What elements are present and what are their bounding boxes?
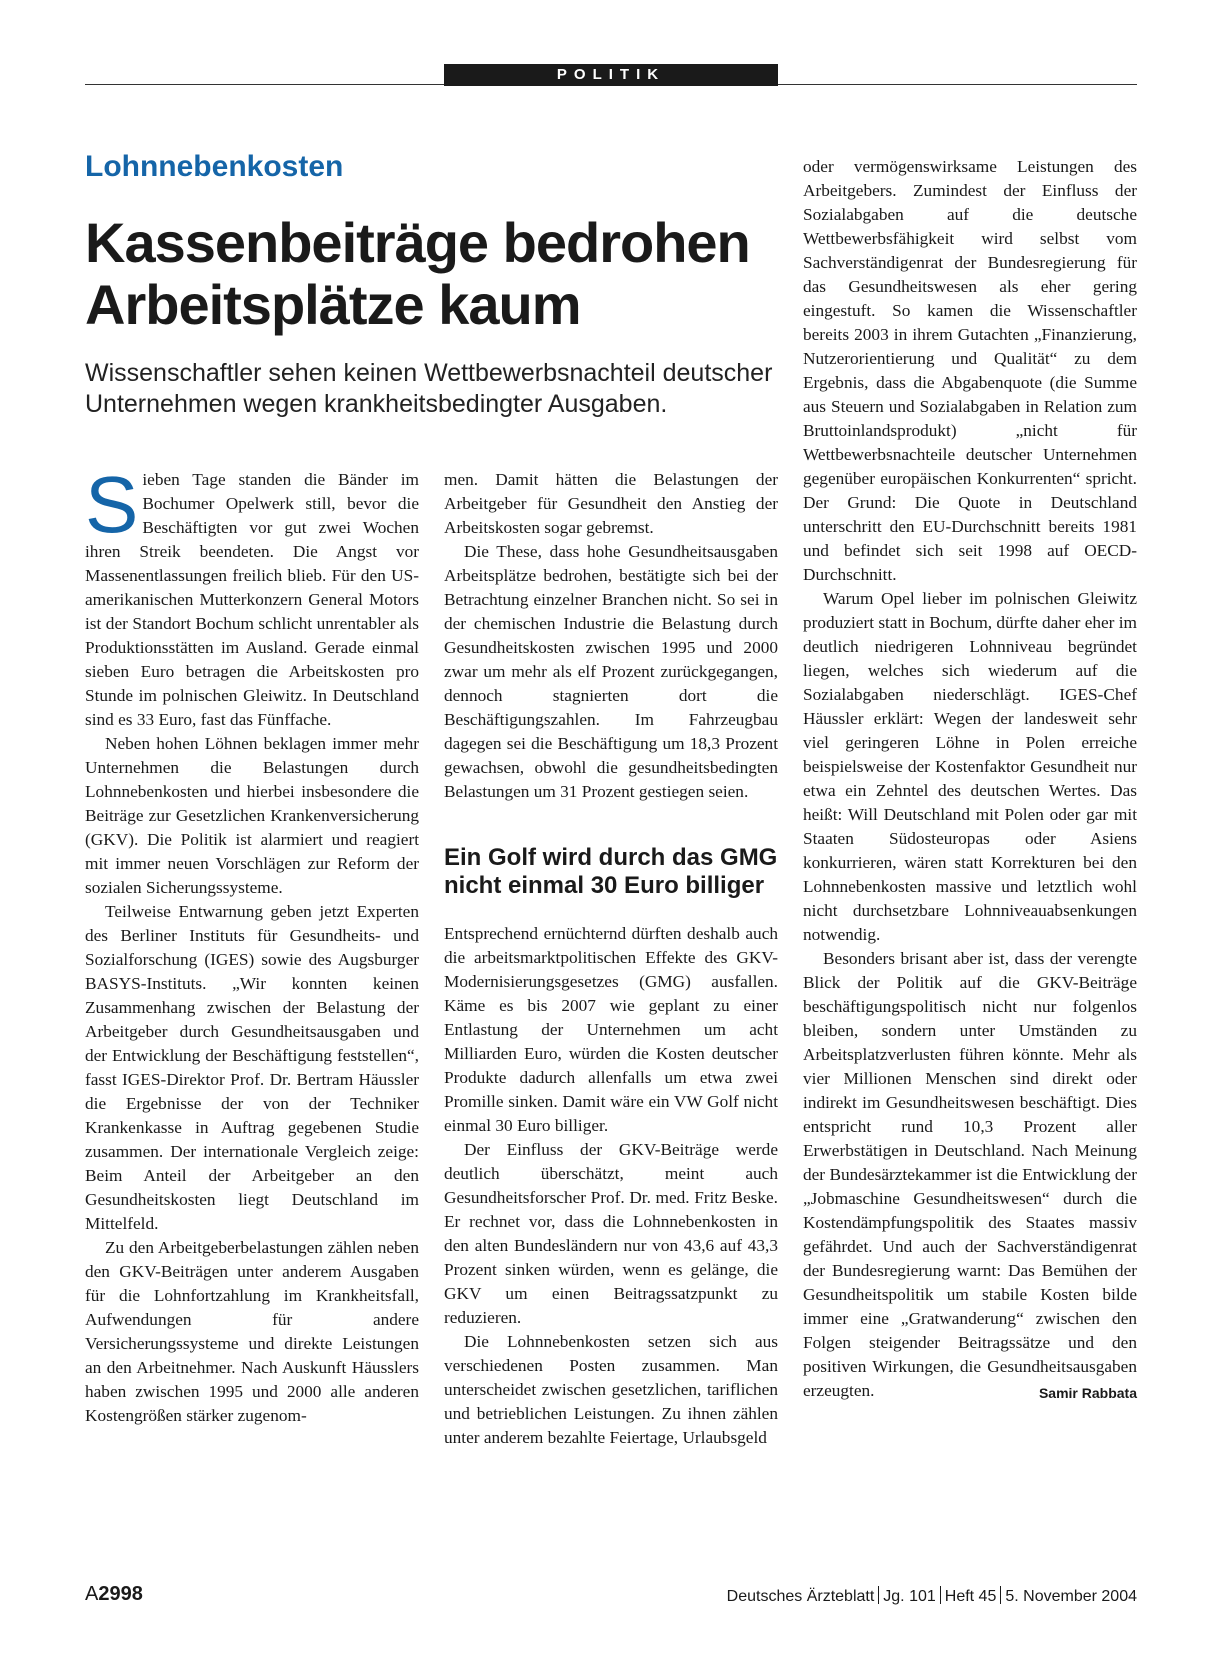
- journal-volume: Jg. 101: [883, 1588, 936, 1605]
- author-byline: Samir Rabbata: [1038, 1385, 1137, 1401]
- journal-issue: Heft 45: [944, 1588, 997, 1605]
- drop-cap: S: [85, 460, 139, 549]
- journal-date: 5. November 2004: [1005, 1588, 1137, 1605]
- paragraph: Der Einfluss der GKV-Beiträge werde deutlich überschätzt, meint auch Gesundheitsforscher Prof. Dr. med. Fritz Beske. Er rechnet vor, dass die Lohnnebenkosten in den alten Bundesländern nur von 43,6 auf 43,3 Prozent sinken würden, wenn es gelänge, die GKV um einen Beitragssatzpunkt zu reduzieren.: [444, 1140, 778, 1327]
- paragraph: Teilweise Entwarnung geben jetzt Experten des Berliner Instituts für Gesundheits- und Sozialforschung (IGES) sowie des Augsburger BASYS-Instituts. „Wir konnten keinen Zusammenhang zwischen der Belastung der Arbeitgeber durch Gesundheitsausgaben und der Entwicklung der Beschäftigung feststellen“, fasst IGES-Direktor Prof. Dr. Bertram Häussler die Ergebnisse der von der Techniker Krankenkasse in Auftrag gegebenen Studie zusammen. Der internationale Vergleich zeige: Beim Anteil der Arbeitgeber an den Gesundheitskosten liegt Deutschland im Mittelfeld.: [85, 902, 419, 1233]
- journal-name: Deutsches Ärzteblatt: [726, 1588, 875, 1605]
- paragraph: men. Damit hätten die Belastungen der Arbeitgeber für Gesundheit den Anstieg der Arbeitskosten sogar gebremst.: [444, 470, 778, 537]
- text-column-1: [85, 460, 419, 1428]
- article-kicker: Lohnnebenkosten: [85, 150, 344, 183]
- article-headline: Kassenbeiträge bedrohen Arbeitsplätze kaum: [85, 211, 750, 336]
- paragraph: Zu den Arbeitgeberbelastungen zählen neben den GKV-Beiträgen unter anderem Ausgaben für die Lohnfortzahlung im Krankheitsfall, Aufwendungen für andere Versicherungssysteme und direkte Leistungen an den Arbeitnehmer. Nach Auskunft Häusslers haben zwischen 1995 und 2000 alle anderen Kostengrößen stärker zugenom-: [85, 1238, 419, 1425]
- divider: [1000, 1586, 1001, 1604]
- article-subhead: Ein Golf wird durch das GMG nicht einmal 30 Euro billiger: [444, 844, 778, 899]
- paragraph: oder vermögenswirksame Leistungen des Arbeitgebers. Zumindest der Einfluss der Sozialabgaben auf die deutsche Wettbewerbsfähigkeit wird selbst vom Sachverständigenrat der Bundesregierung für das Gesundheitswesen als eher gering eingestuft. So kamen die Wissenschaftler bereits 2003 in ihrem Gutachten „Finanzierung, Nutzerorientierung und Qualität“ zu dem Ergebnis, dass die Abgabenquote (die Summe aus Steuern und Sozialabgaben in Relation zum Bruttoinlandsprodukt) „nicht für Wettbewerbsnachteile deutscher Unternehmen gegenüber europäischen Konkurrenten“ spricht. Der Grund: Die Quote in Deutschland unterschritt den EU-Durchschnitt bereits 1981 und befindet sich seit 1998 auf OECD-Durchschnitt.: [803, 157, 1137, 584]
- section-label: POLITIK: [444, 64, 778, 86]
- paragraph: Die These, dass hohe Gesundheitsausgaben Arbeitsplätze bedrohen, bestätigte sich bei der Betrachtung einzelner Branchen nicht. So sei in der chemischen Industrie die Belastung durch Gesundheitskosten zwischen 1995 und 2000 zwar um mehr als elf Prozent zurückgegangen, dennoch stagnierten dort die Beschäftigungszahlen. Im Fahrzeugbau dagegen sei die Beschäftigung um 18,3 Prozent gewachsen, obwohl die gesundheitsbedingten Belastungen um 31 Prozent gestiegen seien.: [444, 542, 778, 801]
- paragraph-text: ieben Tage standen die Bänder im Bochumer Opelwerk still, bevor die Beschäftigten vor gut zwei Wochen ihren Streik beendeten. Die Angst vor Massenentlassungen freilich blieb. Für den US-amerikanischen Mutterkonzern General Motors ist der Standort Bochum schlicht unrentabler als Produktionsstätten im Ausland. Gerade einmal sieben Euro betragen die Arbeitskosten pro Stunde im polnischen Gleiwitz. In Deutschland sind es 33 Euro, fast das Fünffache.: [85, 470, 419, 729]
- divider: [878, 1586, 879, 1604]
- article-deck: Wissenschaftler sehen keinen Wettbewerbsnachteil deutscher Unternehmen wegen krankheitsbedingter Ausgaben.: [85, 359, 773, 418]
- paragraph: Warum Opel lieber im polnischen Gleiwitz produziert statt in Bochum, dürfte daher eher im deutlich niedrigeren Lohnniveau begründet liegen, welches sich wiederum auf die Sozialabgaben niederschlägt. IGES-Chef Häussler erklärt: Wegen der landesweit sehr viel geringeren Löhne in Polen erreiche beispielsweise der Kostenfaktor Gesundheit nur etwa ein Zehntel des deutschen Wertes. Das heißt: Will Deutschland mit Polen oder gar mit Staaten Südosteuropas oder Asiens konkurrieren, wären statt Korrekturen bei den Lohnnebenkosten massive und letztlich wohl nicht durchsetzbare Lohnniveauabsenkungen notwendig.: [803, 589, 1137, 944]
- text-column-2: [444, 468, 778, 1450]
- divider: [940, 1586, 941, 1604]
- text-column-3: [803, 155, 1137, 1405]
- journal-info: [727, 1586, 1137, 1606]
- paragraph-text: Besonders brisant aber ist, dass der verengte Blick der Politik auf die GKV-Beiträge beschäftigungspolitisch nicht nur folgenlos bleiben, sondern unter Umständen zu Arbeitsplatzverlusten führen könnte. Mehr als vier Millionen Menschen sind direkt oder indirekt im Gesundheitswesen beschäftigt. Dies entspricht rund 10,3 Prozent aller Erwerbstätigen in Deutschland. Nach Meinung der Bundesärztekammer ist die Entwicklung der „Jobmaschine Gesundheitswesen“ durch die Kostendämpfungspolitik des Staates massiv gefährdet. Und auch der Sachverständigenrat der Bundesregierung warnt: Das Bemühen der Gesundheitspolitik um stabile Kosten bilde immer eine „Gratwanderung“ zwischen den Folgen steigender Beitragssätze und den positiven Wirkungen, die Gesundheitsausgaben erzeugten.: [803, 949, 1137, 1400]
- paragraph: [803, 947, 1137, 1403]
- paragraph: Die Lohnnebenkosten setzen sich aus verschiedenen Posten zusammen. Man unterscheidet zwischen gesetzlichen, tariflichen und betrieblichen Leistungen. Zu ihnen zählen unter anderem bezahlte Feiertage, Urlaubsgeld: [444, 1332, 778, 1447]
- paragraph: Entsprechend ernüchternd dürften deshalb auch die arbeitsmarktpolitischen Effekte des GKV-Modernisierungsgesetzes (GMG) ausfallen. Käme es bis 2007 wie geplant zu einer Entlastung der Unternehmen um acht Milliarden Euro, würden die Kosten deutscher Produkte dadurch allenfalls um etwa zwei Promille sinken. Damit wäre ein VW Golf nicht einmal 30 Euro billiger.: [444, 924, 778, 1135]
- paragraph: Neben hohen Löhnen beklagen immer mehr Unternehmen die Belastungen durch Lohnnebenkosten und hierbei insbesondere die Beiträge zur Gesetzlichen Krankenversicherung (GKV). Die Politik ist alarmiert und reagiert mit immer neuen Vorschlägen zur Reform der sozialen Sicherungssysteme.: [85, 734, 419, 897]
- paragraph: [85, 460, 419, 732]
- page-number: A2998: [85, 1583, 143, 1605]
